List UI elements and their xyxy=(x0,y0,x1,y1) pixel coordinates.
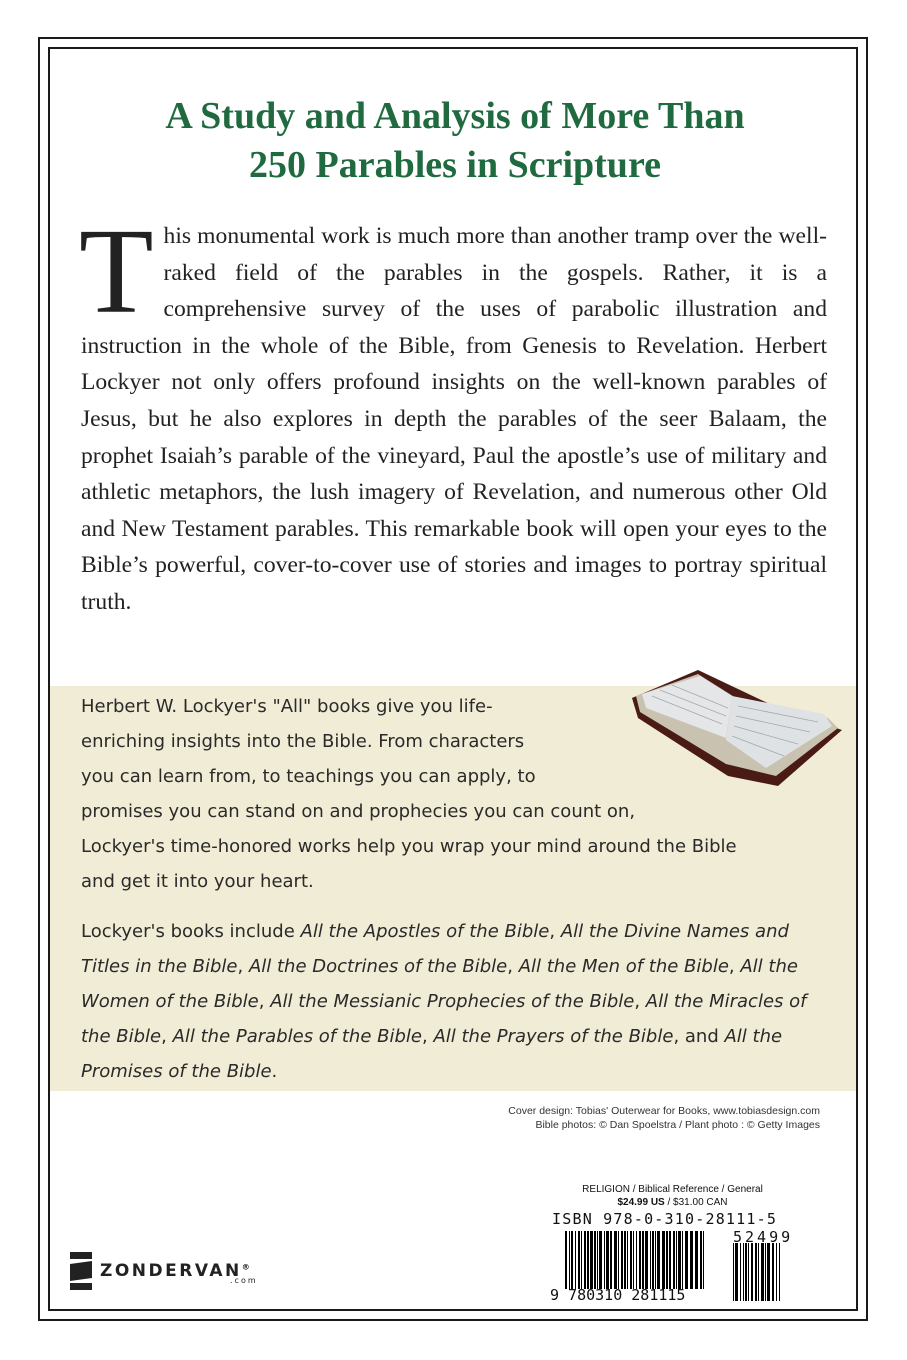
addon-bar xyxy=(761,1243,764,1301)
intro-line: Herbert W. Lockyer's "All" books give you life- xyxy=(81,696,493,717)
barcode-bar xyxy=(682,1231,683,1289)
barcode-bar xyxy=(652,1231,654,1289)
addon-digits: 52499 xyxy=(733,1228,794,1246)
barcode-bar xyxy=(636,1231,637,1289)
description xyxy=(79,204,827,621)
addon-bar xyxy=(765,1243,766,1301)
barcode-bar xyxy=(633,1231,634,1289)
description-text: his monumental work is much more than another tramp over the well-raked field of the parables in the gospels. Rather, it is a comprehensive survey of the uses of parabolic illustration and instruction in the whole of the Bible, from Genesis to Revelation. Herbert Lockyer not only offers profound insights on the well-known parables of Jesus, but he also explores in depth the parables of the seer Balaam, the prophet Isaiah’s parable of the vineyard, Paul the apostle’s use of military and athletic metaphors, the lush imagery of Revelation, and numerous other Old and New Testament parables. This remarkable book will open your eyes to the Bible’s powerful, cover-to-cover use of stories and images to portray spiritual truth. xyxy=(81,223,827,615)
barcode-bar xyxy=(657,1231,660,1289)
cover-headline xyxy=(60,92,850,190)
headline-line-2: 250 Parables in Scripture xyxy=(248,144,661,186)
barcode-bar xyxy=(599,1231,602,1289)
publisher-name: ZONDERVAN® xyxy=(100,1261,253,1281)
barcode-bar xyxy=(569,1231,570,1289)
barcode-bar xyxy=(650,1231,651,1289)
barcode-bar xyxy=(621,1231,623,1289)
barcode-bar xyxy=(590,1231,593,1289)
barcode-bar xyxy=(645,1231,648,1289)
barcode-bar xyxy=(662,1231,665,1289)
addon-bar xyxy=(767,1243,770,1301)
sep: , xyxy=(634,991,646,1012)
book-title: All the Apostles of the Bible xyxy=(300,921,550,942)
addon-bar xyxy=(758,1243,759,1301)
and: and xyxy=(684,1026,725,1047)
addon-bar xyxy=(776,1243,777,1301)
isbn: ISBN 978-0-310-28111-5 xyxy=(552,1210,778,1228)
barcode-bar xyxy=(642,1231,644,1289)
barcode-bar xyxy=(571,1231,573,1289)
book-title: All the Prayers of the Bible xyxy=(433,1026,674,1047)
addon-bar xyxy=(745,1243,747,1301)
addon-bar xyxy=(751,1243,753,1301)
price-block xyxy=(560,1183,785,1209)
sep: , xyxy=(258,991,271,1012)
zondervan-mark-icon xyxy=(70,1252,92,1290)
addon-bar xyxy=(735,1243,738,1301)
barcode-bar xyxy=(565,1231,567,1289)
photo-credit: Bible photos: © Dan Spoelstra / Plant photo : © Getty Images xyxy=(535,1119,820,1131)
sep: , xyxy=(421,1026,434,1047)
sep: , xyxy=(507,956,519,977)
addon-bar xyxy=(779,1243,780,1301)
barcode-bar xyxy=(606,1231,609,1289)
barcode-bar xyxy=(655,1231,656,1289)
price-us: $24.99 US xyxy=(617,1197,665,1208)
intro-line: enriching insights into the Bible. From characters xyxy=(81,731,525,752)
barcode-bar xyxy=(597,1231,598,1289)
addon-bar xyxy=(748,1243,749,1301)
end: . xyxy=(271,1061,278,1082)
barcode-bar xyxy=(673,1231,675,1289)
book-title: All the Doctrines of the Bible xyxy=(248,956,508,977)
book-title: All the Miracles of the Bible xyxy=(81,991,807,1047)
sep: , xyxy=(549,921,561,942)
intro-line: Lockyer's time-honored works help you wrap your mind around the Bible xyxy=(81,836,737,857)
barcode-bar xyxy=(678,1231,681,1289)
barcode-bar xyxy=(587,1231,589,1289)
barcode-bar xyxy=(695,1231,698,1289)
barcode-digits: 9 780310 281115 xyxy=(550,1286,686,1304)
barcode-bar xyxy=(614,1231,617,1289)
barcode-bar xyxy=(700,1231,702,1289)
barcode-bar xyxy=(639,1231,641,1289)
book-title: All the Women of the Bible xyxy=(81,956,798,1012)
book-title: All the Messianic Prophecies of the Bible xyxy=(270,991,635,1012)
barcode-bar xyxy=(594,1231,596,1289)
barcode-bar xyxy=(676,1231,677,1289)
barcode-bar xyxy=(627,1231,628,1289)
book-title: All the Divine Names and Titles in the Bible xyxy=(81,921,789,977)
intro-line: promises you can stand on and prophecies you can count on, xyxy=(81,801,636,822)
series-book-list xyxy=(81,914,816,1089)
sep: , xyxy=(161,1026,173,1047)
publisher-domain: .com xyxy=(230,1276,258,1285)
barcode-bar xyxy=(604,1231,605,1289)
book-title: All the Parables of the Bible xyxy=(172,1026,422,1047)
barcode-bar xyxy=(578,1231,580,1289)
barcode-bar xyxy=(630,1231,632,1289)
book-title: All the Promises of the Bible xyxy=(81,1026,783,1082)
sep: , xyxy=(728,956,741,977)
barcode-bar xyxy=(610,1231,612,1289)
cover-design-credit: Cover design: Tobias' Outerwear for Books, www.tobiasdesign.com xyxy=(508,1105,820,1117)
book-title: All the Men of the Bible xyxy=(518,956,729,977)
sep: , xyxy=(673,1026,685,1047)
intro-line: you can learn from, to teachings you can apply, to xyxy=(81,766,536,787)
zondervan-logo xyxy=(70,1252,258,1290)
addon-bar xyxy=(733,1243,734,1301)
price-can: / $31.00 CAN xyxy=(664,1197,728,1208)
addon-bar xyxy=(740,1243,741,1301)
addon-bar xyxy=(755,1243,757,1301)
drop-cap: T xyxy=(79,204,154,339)
books-prefix: Lockyer's books include xyxy=(81,921,301,942)
series-intro xyxy=(81,689,816,899)
barcode-bar xyxy=(618,1231,619,1289)
addon-bar xyxy=(772,1243,774,1301)
credits xyxy=(508,1104,820,1132)
category: RELIGION / Biblical Reference / General xyxy=(582,1184,763,1195)
barcode-bar xyxy=(690,1231,693,1289)
headline-line-1: A Study and Analysis of More Than xyxy=(165,95,745,137)
barcode-bar xyxy=(685,1231,688,1289)
barcode-bar xyxy=(624,1231,626,1289)
intro-line: and get it into your heart. xyxy=(81,871,314,892)
barcode-bar xyxy=(581,1231,582,1289)
sep: , xyxy=(237,956,249,977)
barcode-bar xyxy=(575,1231,576,1289)
barcode-bar xyxy=(703,1231,704,1289)
barcode-bar xyxy=(666,1231,668,1289)
barcode-bar xyxy=(584,1231,586,1289)
barcode-bar xyxy=(669,1231,671,1289)
addon-bar xyxy=(743,1243,744,1301)
